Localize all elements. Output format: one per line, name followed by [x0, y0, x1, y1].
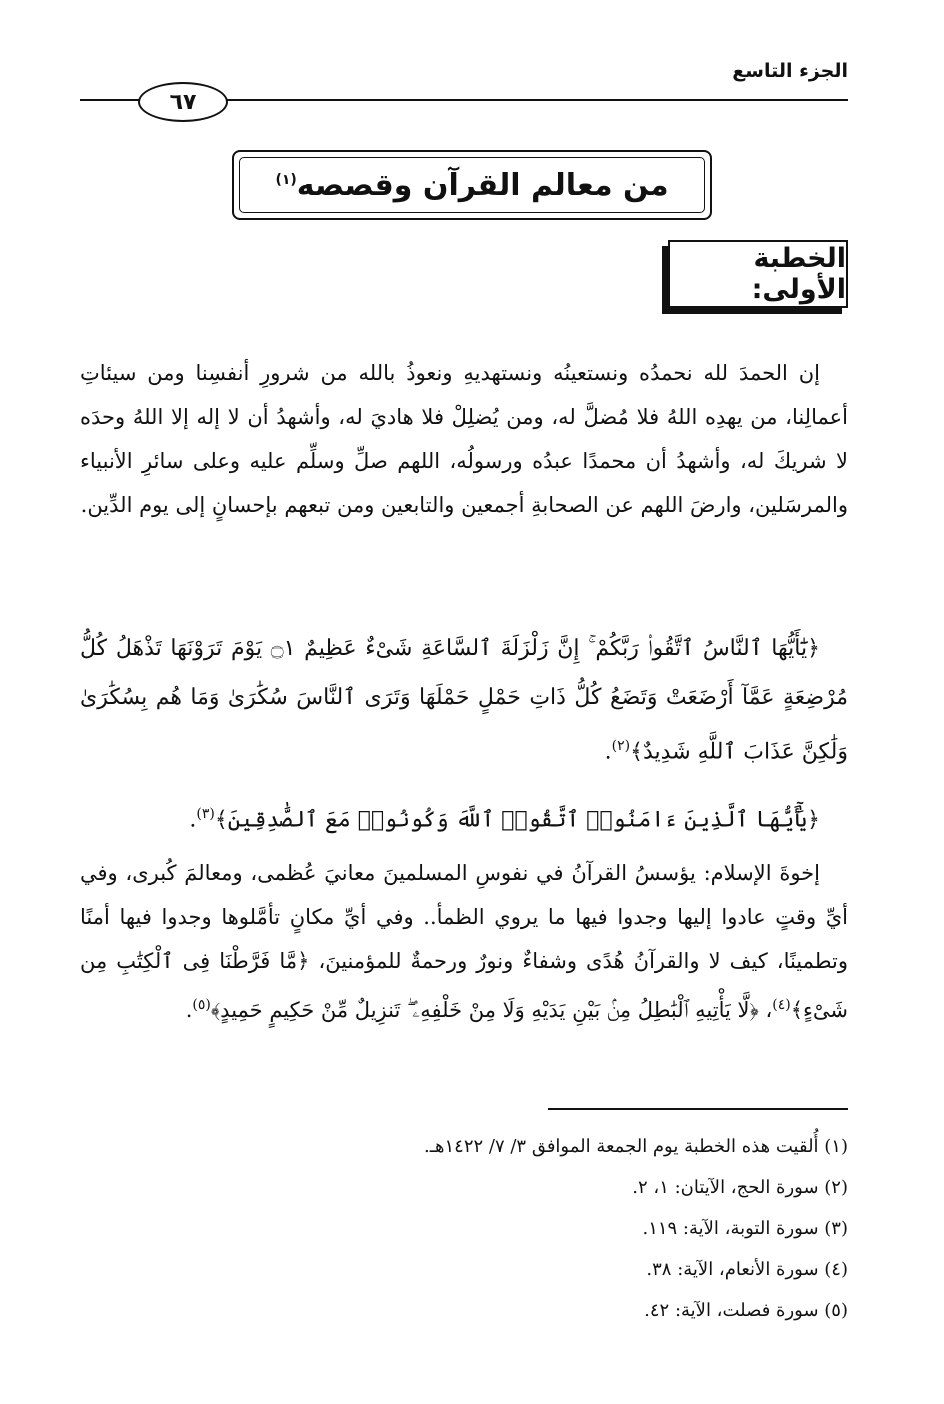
footnote-rule: [548, 1108, 848, 1110]
footnote-ref-2: (٢): [611, 738, 631, 754]
quran-verse-1-end: .: [604, 739, 612, 765]
chapter-title: [275, 168, 668, 203]
footnote-ref-3: (٣): [196, 806, 215, 822]
footnote-item: (١) أُلقيت هذه الخطبة يوم الجمعة الموافق ٣/ ٧/ ١٤٢٢هـ.: [423, 1136, 848, 1157]
quran-quote-4: ﴿لَّا يَأْتِيهِ ٱلْبَٰطِلُ مِنۢ بَيْنِ يَدَيْهِ وَلَا مِنْ خَلْفِهِۦ ۖ تَنزِيلٌ مِّنْ حَكِيمٍ حَمِيدٍ﴾: [210, 998, 759, 1022]
footnote-item: (٥) سورة فصلت، الآية: ٤٢.: [644, 1300, 848, 1321]
quran-verse-2-text: ﴿يَٰٓأَيُّهَا ٱلَّذِينَ ءَامَنُوا۟ ٱتَّقُوا۟ ٱللَّهَ وَكُونُوا۟ مَعَ ٱلصَّٰدِقِينَ﴾: [214, 807, 820, 833]
opening-paragraph: إن الحمدَ لله نحمدُه ونستعينُه ونستهديهِ ونعوذُ بالله من شرورِ أنفسِنا ومن سيئاتِ أعمالِنا، من يهدِه اللهُ فلا مُضلَّ له، ومن يُضلِلْ فلا هاديَ له، وأشهدُ أن لا إله إلا اللهُ وحدَه لا شريكَ له، وأشهدُ أن محمدًا عبدُه ورسولُه، اللهم صلِّ وسلِّم عليه وعلى سائرِ الأنبياء والمرسَلين، وارضَ اللهم عن الصحابةِ أجمعين والتابعين ومن تبعهم بإحسانٍ إلى يوم الدِّين.: [80, 361, 848, 517]
second-paragraph-text: إخوةَ الإسلام: يؤسسُ القرآنُ في نفوسِ المسلمينَ معانيَ عُظمى، ومعالمَ كُبرى، وفي أيِّ وقتٍ عادوا إليها وجدوا فيها ما يروي الظمأ.. وفي أيِّ مكانٍ تأمَّلوها وجدوا فيها أمنًا وتطمينًا، كيف لا والقرآنُ هُدًى وشفاءٌ ونورٌ ورحمةٌ للمؤمنينَ،: [80, 861, 848, 973]
chapter-title-footnote-ref: (١): [275, 171, 297, 188]
footnote-item: (٣) سورة التوبة، الآية: ١١٩.: [642, 1218, 848, 1239]
quran-verse-2: [80, 792, 848, 842]
title-frame: [232, 150, 712, 220]
quran-quote-3: ﴿مَّا فَرَّطْنَا فِى ٱلْكِتَٰبِ مِن شَىْءٍ﴾: [80, 949, 848, 1022]
section-heading: الخطبة الأولى:: [668, 240, 848, 308]
footnote-ref-5: (٥): [192, 997, 211, 1013]
second-paragraph: [80, 851, 848, 1032]
second-paragraph-end: .: [185, 998, 193, 1022]
footnotes-list: [80, 1126, 848, 1331]
running-header: الجزء التاسع: [732, 60, 848, 82]
footnote-item: (٤) سورة الأنعام، الآية: ٣٨.: [646, 1259, 848, 1280]
quran-verse-2-end: .: [189, 807, 197, 833]
quote-separator: ،: [758, 998, 773, 1022]
quran-verse-1: [80, 624, 848, 776]
footnote-item: (٢) سورة الحج، الآيتان: ١، ٢.: [632, 1177, 848, 1198]
quran-verse-1-text: ﴿يَٰٓأَيُّهَا ٱلنَّاسُ ٱتَّقُوا۟ رَبَّكُمْ ۚ إِنَّ زَلْزَلَةَ ٱلسَّاعَةِ شَىْءٌ عَظِيمٌ ۝١ يَوْمَ تَرَوْنَهَا تَذْهَلُ كُلُّ مُرْضِعَةٍ عَمَّآ أَرْضَعَتْ وَتَضَعُ كُلُّ ذَاتِ حَمْلٍ حَمْلَهَا وَتَرَى ٱلنَّاسَ سُكَٰرَىٰ وَمَا هُم بِسُكَٰرَىٰ وَلَٰكِنَّ عَذَابَ ٱللَّهِ شَدِيدٌ﴾: [80, 636, 848, 765]
chapter-title-text: من معالم القرآن وقصصه: [296, 167, 669, 203]
page-number: ٦٧: [138, 82, 228, 122]
footnote-ref-4: (٤): [772, 997, 791, 1013]
